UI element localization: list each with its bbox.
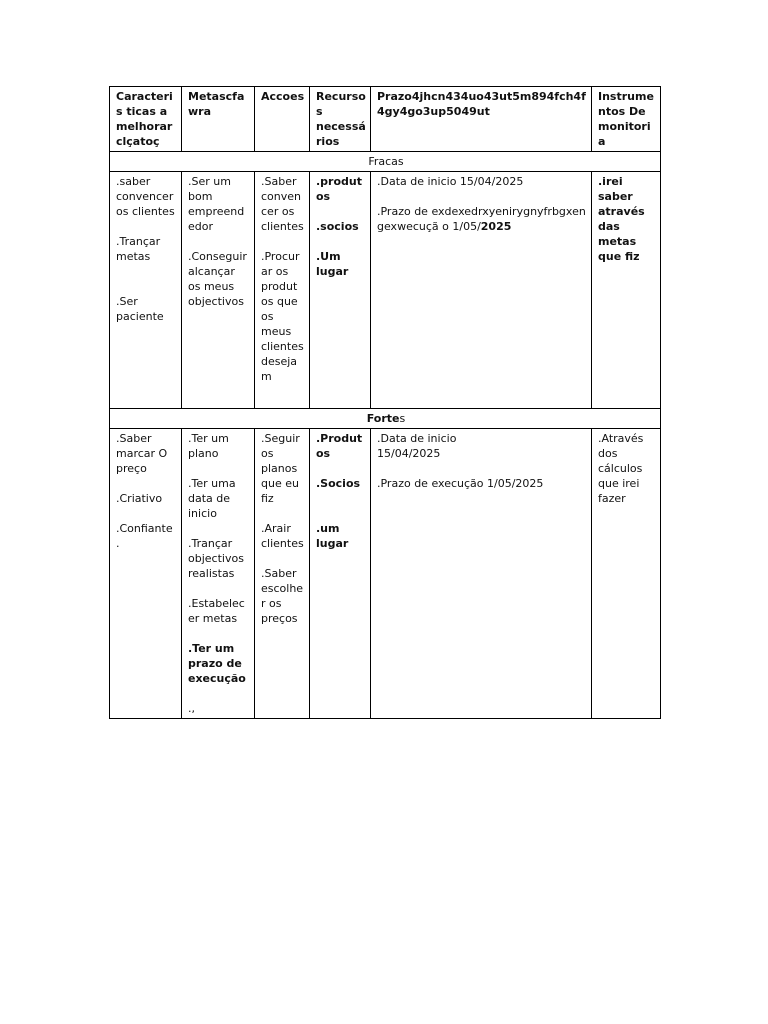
list-item: .Ter um prazo de execução — [188, 642, 246, 685]
header-caracteristicas: Caracteris ticas a melhorar clçatoç — [110, 87, 182, 152]
list-item: .saber convencer os clientes — [116, 175, 175, 218]
list-item: .Procur ar os produt os que os meus clientes deseja m — [261, 250, 304, 383]
list-item: .produt os — [316, 175, 362, 203]
fracas-prazo-cell — [371, 172, 592, 409]
prazo-execucao-text: .Prazo de exdexedrxyenirygnyfrbgxengexwecuçã o 1/05/ — [377, 205, 586, 233]
header-recursos: Recurso s necessá rios — [310, 87, 371, 152]
action-plan-table — [109, 86, 661, 719]
list-item: .Produt os — [316, 432, 363, 460]
list-item: .Saber escolhe r os preços — [261, 567, 304, 625]
list-item: .Conseguir alcançar os meus objectivos — [188, 250, 247, 308]
fortes-recursos-cell — [310, 429, 371, 719]
list-item: .Saber conven cer os clientes — [261, 175, 304, 233]
fortes-metas-cell — [182, 429, 255, 719]
list-item: .Um lugar — [316, 250, 349, 278]
table-row-fracas — [110, 172, 661, 409]
section-title-fortes-tail: s — [399, 412, 406, 425]
header-metas: Metascfa wra — [182, 87, 255, 152]
fortes-accoes-cell — [255, 429, 310, 719]
list-item: .Trançar objectivos realistas — [188, 537, 244, 580]
list-item: .Ser um bom empreend edor — [188, 175, 245, 233]
fracas-recursos-cell — [310, 172, 371, 409]
prazo-execucao: .Prazo de execução 1/05/2025 — [377, 477, 544, 490]
list-item: .Ter um plano — [188, 432, 229, 460]
list-item: .Estabelec er metas — [188, 597, 245, 625]
list-item: .Criativo — [116, 492, 163, 505]
section-title-fortes — [110, 409, 661, 429]
list-item: .Trançar metas — [116, 235, 161, 263]
list-item: .socios — [316, 220, 359, 233]
header-accoes: Accoes — [255, 87, 310, 152]
prazo-inicio: .Data de inicio 15/04/2025 — [377, 175, 524, 188]
list-item: .Seguir os planos que eu fiz — [261, 432, 300, 505]
list-item: .Ter uma data de inicio — [188, 477, 236, 520]
section-title-fracas: Fracas — [110, 152, 661, 172]
section-row-fortes — [110, 409, 661, 429]
section-row-fracas — [110, 152, 661, 172]
fracas-instrumentos-cell: .irei saber através das metas que fiz — [592, 172, 661, 409]
list-item: .Ser paciente — [116, 295, 164, 323]
list-item: .Arair clientes — [261, 522, 304, 550]
fracas-caracteristicas-cell — [110, 172, 182, 409]
prazo-inicio: .Data de inicio 15/04/2025 — [377, 432, 457, 460]
header-prazo: Prazo4jhcn434uo43ut5m894fch4f4gy4go3up5049ut — [371, 87, 592, 152]
list-item: .Confiante . — [116, 522, 173, 550]
header-row — [110, 87, 661, 152]
header-instrumentos: Instrume ntos De monitoria — [592, 87, 661, 152]
prazo-execucao-year: 2025 — [480, 220, 512, 233]
list-item: .um lugar — [316, 522, 349, 550]
fortes-instrumentos-cell: .Através dos cálculos que irei fazer — [592, 429, 661, 719]
table-row-fortes — [110, 429, 661, 719]
prazo-execucao — [377, 204, 587, 234]
list-item: ., — [188, 702, 195, 715]
section-title-fortes-main: Forte — [366, 412, 400, 425]
list-item: .Saber marcar O preço — [116, 432, 168, 475]
fracas-accoes-cell — [255, 172, 310, 409]
list-item: .Socios — [316, 477, 361, 490]
fracas-metas-cell — [182, 172, 255, 409]
fortes-caracteristicas-cell — [110, 429, 182, 719]
fortes-prazo-cell — [371, 429, 592, 719]
